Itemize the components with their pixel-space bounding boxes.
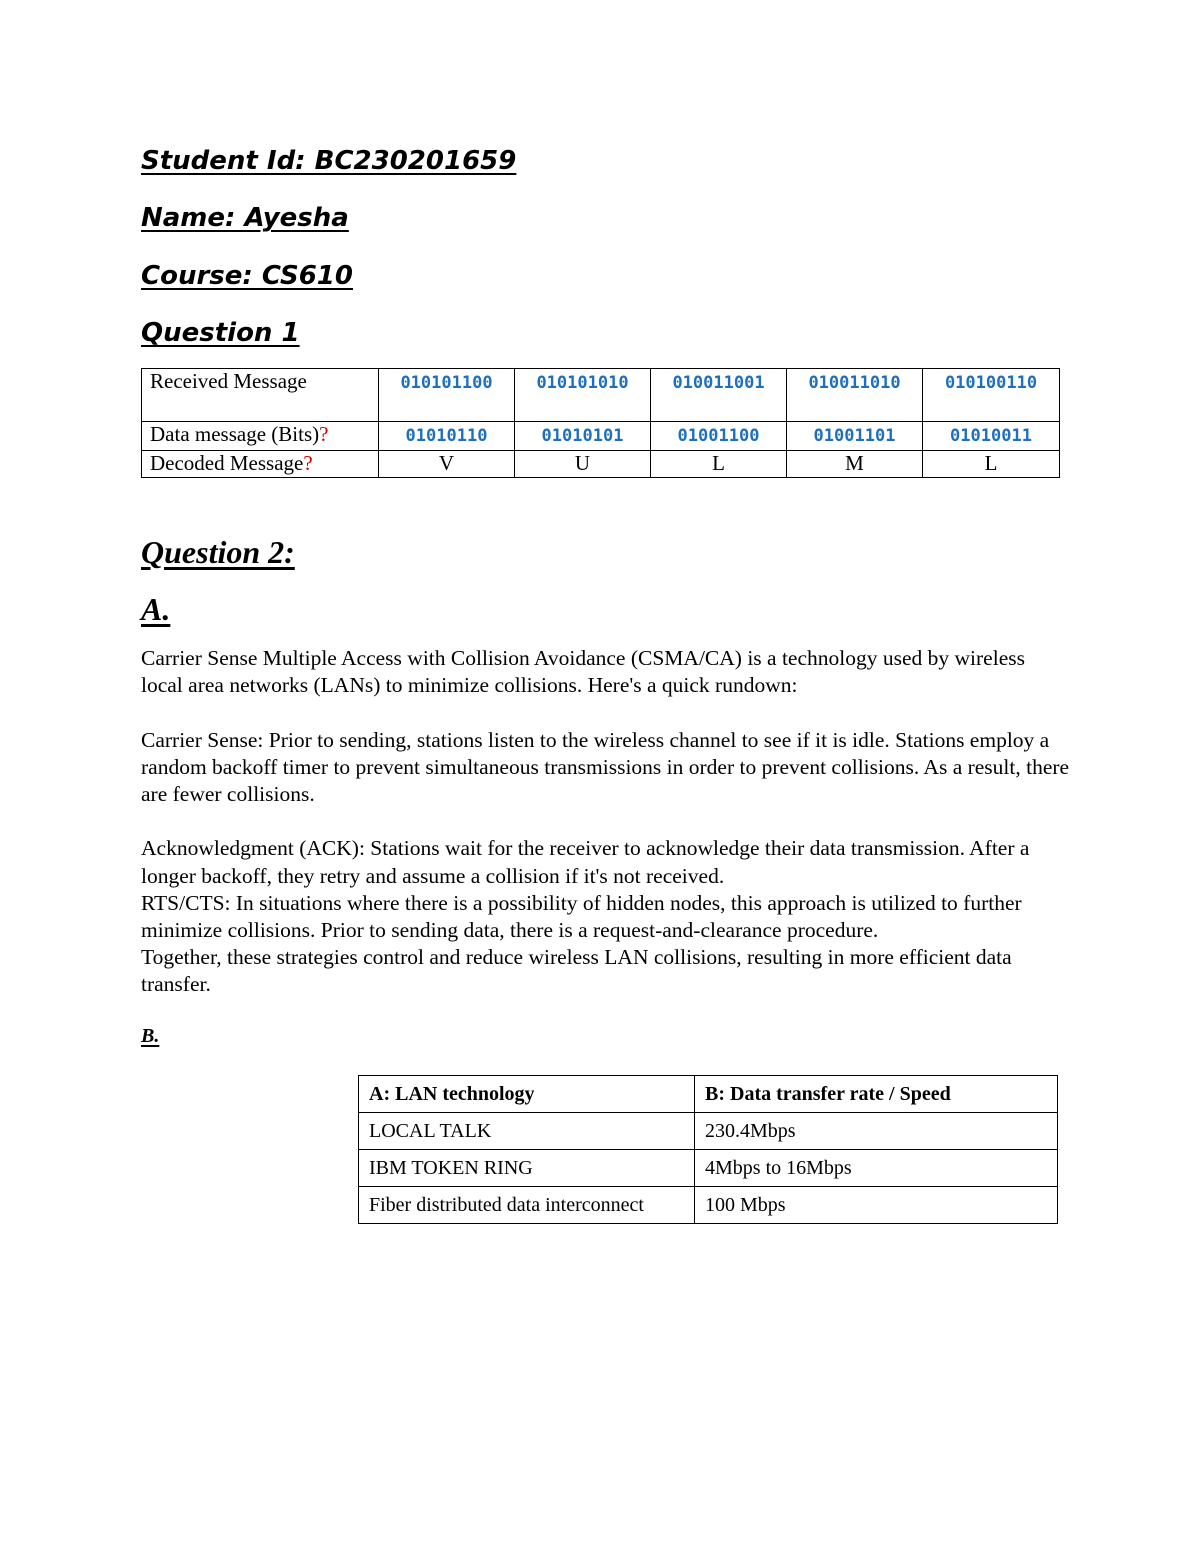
- received-bits-cell: 010011001: [651, 369, 787, 422]
- decoded-char-cell: U: [515, 451, 651, 478]
- data-bits-cell: 01001100: [651, 422, 787, 451]
- decoded-char-cell: L: [923, 451, 1060, 478]
- lan-technology-cell: Fiber distributed data interconnect: [359, 1187, 695, 1224]
- data-bits-cell: 01010011: [923, 422, 1060, 451]
- question-2-heading: Question 2:: [141, 534, 295, 570]
- decoded-message-label: Decoded Message?: [142, 451, 379, 478]
- paragraph: Carrier Sense Multiple Access with Collision Avoidance (CSMA/CA) is a technology used by wireless local area networks (LANs) to minimize collisions. Here's a quick rundown:: [141, 646, 1025, 698]
- paragraph: Acknowledgment (ACK): Stations wait for the receiver to acknowledge their data transmission. After a longer backoff, they retry and assume a collision if it's not received.: [141, 836, 1030, 888]
- lan-technology-cell: LOCAL TALK: [359, 1113, 695, 1150]
- section-b-heading: B.: [141, 1025, 160, 1047]
- section-a-heading: A.: [141, 591, 171, 627]
- paragraph: RTS/CTS: In situations where there is a possibility of hidden nodes, this approach is utilized to further minimize collisions. Prior to sending data, there is a request-and-clearance procedure.: [141, 890, 1022, 942]
- data-bits-cell: 01010110: [379, 422, 515, 451]
- received-message-label: Received Message: [142, 369, 379, 422]
- table-row: [359, 1150, 1058, 1187]
- column-header: A: LAN technology: [359, 1076, 695, 1113]
- lan-technology-table: [358, 1075, 1058, 1224]
- decoded-char-cell: V: [379, 451, 515, 478]
- table-row: [142, 451, 1060, 478]
- table-row: [142, 422, 1060, 451]
- paragraph: Carrier Sense: Prior to sending, stations listen to the wireless channel to see if it is idle. Stations employ a random backoff timer to prevent simultaneous transmissions in order to prevent collisions. As a result, there are fewer collisions.: [141, 727, 1070, 806]
- speed-cell: 230.4Mbps: [695, 1113, 1058, 1150]
- student-name: Name: Ayesha: [141, 203, 349, 233]
- lan-technology-cell: IBM TOKEN RING: [359, 1150, 695, 1187]
- table-row: [142, 369, 1060, 422]
- question-mark: ?: [303, 451, 313, 475]
- student-id: Student Id: BC230201659: [141, 146, 517, 176]
- question-1-heading: Question 1: [141, 318, 300, 348]
- decoded-char-cell: L: [651, 451, 787, 478]
- speed-cell: 4Mbps to 16Mbps: [695, 1150, 1058, 1187]
- data-bits-cell: 01010101: [515, 422, 651, 451]
- table-row: [359, 1113, 1058, 1150]
- column-header: B: Data transfer rate / Speed: [695, 1076, 1058, 1113]
- received-bits-cell: 010100110: [923, 369, 1060, 422]
- question-mark: ?: [319, 422, 329, 446]
- table-header-row: [359, 1076, 1058, 1113]
- question-1-table: [141, 368, 1060, 478]
- csma-ca-answer: [141, 645, 1071, 999]
- decoded-char-cell: M: [787, 451, 923, 478]
- received-bits-cell: 010101010: [515, 369, 651, 422]
- received-bits-cell: 010011010: [787, 369, 923, 422]
- course-code: Course: CS610: [141, 261, 353, 291]
- data-bits-cell: 01001101: [787, 422, 923, 451]
- paragraph: Together, these strategies control and reduce wireless LAN collisions, resulting in more efficient data transfer.: [141, 945, 1012, 997]
- speed-cell: 100 Mbps: [695, 1187, 1058, 1224]
- received-bits-cell: 010101100: [379, 369, 515, 422]
- table-row: [359, 1187, 1058, 1224]
- data-message-label: Data message (Bits)?: [142, 422, 379, 451]
